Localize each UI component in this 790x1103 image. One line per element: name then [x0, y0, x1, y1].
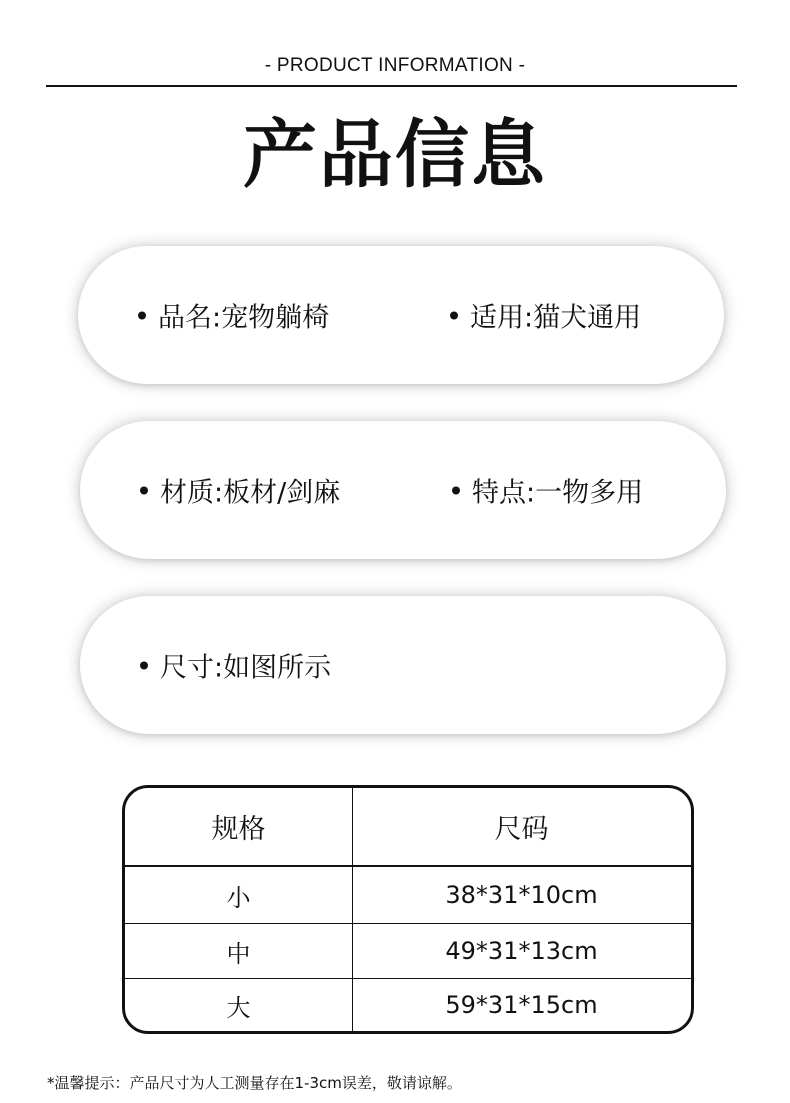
bullet-icon [452, 486, 460, 494]
bullet-icon [140, 486, 148, 494]
page-title: 产品信息 [243, 112, 547, 198]
spec-table [122, 785, 694, 1034]
info-name-text: 品名:宠物躺椅 [158, 302, 330, 334]
table-header-size: 尺码 [494, 814, 549, 845]
info-item-size [140, 646, 331, 685]
info-card-size [80, 596, 726, 734]
info-material-text: 材质:板材/剑麻 [160, 477, 341, 509]
table-header-row [125, 788, 691, 865]
info-card-material-feature [80, 421, 726, 559]
info-item-material [140, 471, 340, 510]
info-item-usage [450, 296, 641, 335]
bullet-icon [140, 661, 148, 669]
table-row [125, 979, 691, 1031]
footnote: *温馨提示：产品尺寸为人工测量存在1-3cm误差，敬请谅解。 [47, 1074, 462, 1092]
info-size-text: 尺寸:如图所示 [160, 652, 332, 684]
info-item-name [138, 296, 329, 335]
table-cell-spec: 小 [226, 883, 251, 912]
table-cell-spec: 中 [226, 939, 251, 968]
table-header-spec: 规格 [211, 814, 266, 845]
info-item-feature [452, 471, 643, 510]
table-cell-size: 38*31*10cm [445, 881, 598, 909]
bullet-icon [138, 311, 146, 319]
info-card-name-usage [78, 246, 724, 384]
bullet-icon [450, 311, 458, 319]
table-row [125, 924, 691, 978]
table-cell-size: 49*31*13cm [445, 937, 598, 965]
info-usage-text: 适用:猫犬通用 [470, 302, 642, 334]
header-subtitle: - PRODUCT INFORMATION - [264, 55, 526, 76]
table-cell-size: 59*31*15cm [445, 991, 598, 1019]
info-feature-text: 特点:一物多用 [472, 477, 644, 509]
header-divider [46, 85, 737, 87]
table-cell-spec: 大 [226, 993, 251, 1022]
table-row [125, 867, 691, 923]
